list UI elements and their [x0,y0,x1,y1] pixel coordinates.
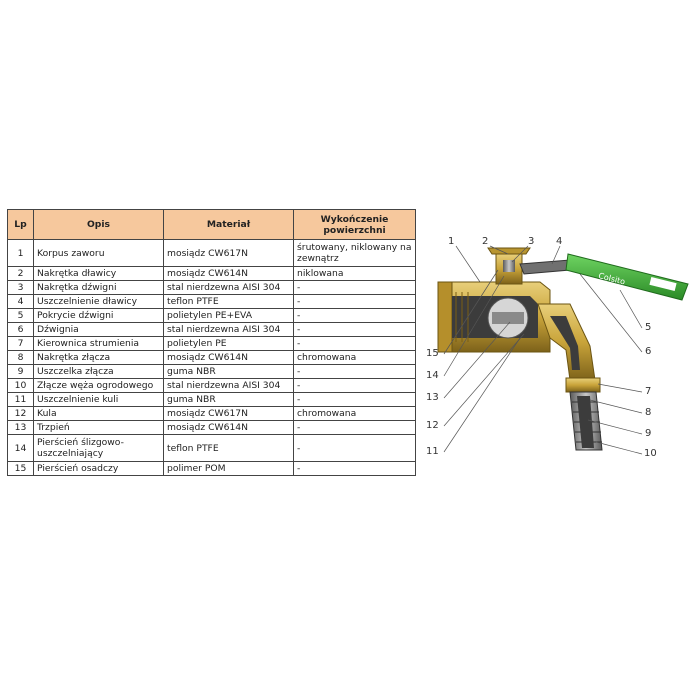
cell-opis: Nakrętka dźwigni [34,281,164,295]
cell-wykonczenie: - [294,435,416,462]
cell-lp: 10 [8,379,34,393]
cell-wykonczenie: niklowana [294,267,416,281]
cell-wykonczenie: - [294,421,416,435]
cell-opis: Złącze węża ogrodowego [34,379,164,393]
callout-8: 8 [645,407,652,418]
table-row [8,351,416,365]
table-row [8,365,416,379]
cell-opis: Kierownica strumienia [34,337,164,351]
cell-lp: 9 [8,365,34,379]
table-row [8,309,416,323]
callout-4: 4 [556,236,563,247]
cell-wykonczenie: śrutowany, niklowany na zewnątrz [294,240,416,267]
cell-lp: 1 [8,240,34,267]
cell-wykonczenie: - [294,337,416,351]
cell-wykonczenie: - [294,295,416,309]
header-material: Materiał [164,210,294,240]
cell-lp: 14 [8,435,34,462]
cell-material: teflon PTFE [164,435,294,462]
header-wykonczenie: Wykończenie powierzchni [294,210,416,240]
cell-lp: 4 [8,295,34,309]
cell-wykonczenie: - [294,365,416,379]
callout-7: 7 [645,386,652,397]
callout-10: 10 [644,448,657,459]
table-row [8,379,416,393]
table-row [8,421,416,435]
cell-material: stal nierdzewna AISI 304 [164,379,294,393]
cell-opis: Dźwignia [34,323,164,337]
callout-5: 5 [645,322,652,333]
cell-material: guma NBR [164,393,294,407]
callout-1: 1 [448,236,455,247]
cell-opis: Uszczelnienie kuli [34,393,164,407]
handle-logo-text: Colsito [597,271,627,287]
cell-lp: 13 [8,421,34,435]
table-row [8,240,416,267]
cell-lp: 11 [8,393,34,407]
cell-material: stal nierdzewna AISI 304 [164,323,294,337]
table-row [8,281,416,295]
cell-lp: 15 [8,462,34,476]
cell-opis: Kula [34,407,164,421]
cell-opis: Uszczelka złącza [34,365,164,379]
cell-opis: Korpus zaworu [34,240,164,267]
callout-15: 15 [426,348,439,359]
table-row [8,267,416,281]
cell-opis: Pierścień osadczy [34,462,164,476]
parts-table [7,209,416,476]
valve-diagram [420,230,695,470]
cell-opis: Nakrętka dławicy [34,267,164,281]
cell-lp: 12 [8,407,34,421]
cell-opis: Nakrętka złącza [34,351,164,365]
cell-material: mosiądz CW617N [164,407,294,421]
table-row [8,393,416,407]
cell-material: mosiądz CW614N [164,351,294,365]
cell-opis: Pokrycie dźwigni [34,309,164,323]
cell-material: mosiądz CW617N [164,240,294,267]
cell-lp: 2 [8,267,34,281]
cell-wykonczenie: chromowana [294,407,416,421]
callout-11: 11 [426,446,439,457]
cell-wykonczenie: chromowana [294,351,416,365]
table-row [8,462,416,476]
cell-material: mosiądz CW614N [164,267,294,281]
cell-lp: 5 [8,309,34,323]
cell-material: polietylen PE+EVA [164,309,294,323]
valve-cutaway-illustration [420,230,695,470]
callout-6: 6 [645,346,652,357]
cell-material: guma NBR [164,365,294,379]
spout [538,304,602,450]
callout-9: 9 [645,428,652,439]
header-opis: Opis [34,210,164,240]
table-row [8,407,416,421]
cell-wykonczenie: - [294,309,416,323]
callout-2: 2 [482,236,489,247]
cell-lp: 6 [8,323,34,337]
cell-lp: 8 [8,351,34,365]
table-row [8,337,416,351]
table-row [8,323,416,337]
cell-opis: Pierścień ślizgowo-uszczelniający [34,435,164,462]
table-row [8,295,416,309]
cell-opis: Uszczelnienie dławicy [34,295,164,309]
cell-wykonczenie: - [294,462,416,476]
cell-material: polietylen PE [164,337,294,351]
table-row [8,435,416,462]
callout-14: 14 [426,370,439,381]
callout-3: 3 [528,236,535,247]
cell-lp: 7 [8,337,34,351]
callout-12: 12 [426,420,439,431]
table-header-row [8,210,416,240]
cell-wykonczenie: - [294,379,416,393]
cell-wykonczenie: - [294,323,416,337]
cell-material: stal nierdzewna AISI 304 [164,281,294,295]
cell-wykonczenie: - [294,281,416,295]
header-lp: Lp [8,210,34,240]
cell-lp: 3 [8,281,34,295]
cell-wykonczenie: - [294,393,416,407]
table-body [8,240,416,476]
cell-material: mosiądz CW614N [164,421,294,435]
callout-13: 13 [426,392,439,403]
cell-material: polimer POM [164,462,294,476]
cell-opis: Trzpień [34,421,164,435]
cell-material: teflon PTFE [164,295,294,309]
